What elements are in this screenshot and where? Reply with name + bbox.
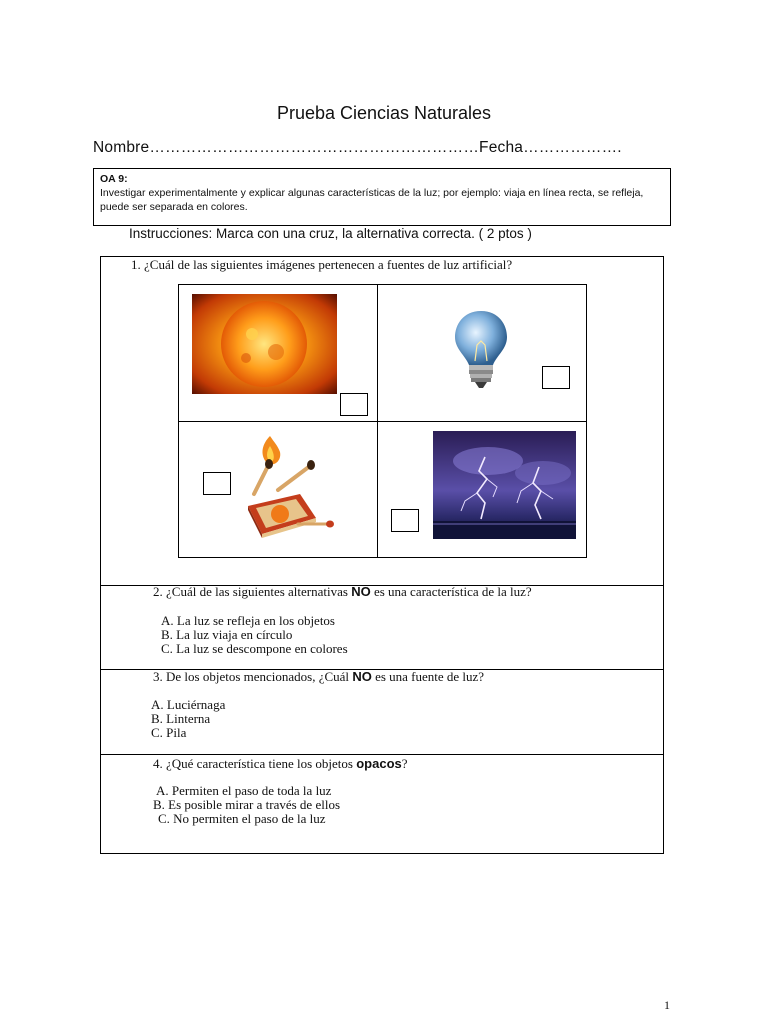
q3-option-b[interactable]: B. Linterna	[151, 711, 211, 726]
question-3-emphasis: NO	[352, 669, 372, 684]
question-2-emphasis: NO	[351, 584, 371, 599]
checkbox-light-bulb[interactable]	[542, 366, 570, 389]
lightning-image	[433, 431, 576, 539]
q4-option-b[interactable]: B. Es posible mirar a través de ellos	[153, 797, 341, 812]
grid-horizontal-line	[178, 421, 587, 422]
light-bulb-image	[451, 309, 511, 389]
sun-image	[192, 294, 337, 394]
q3-option-c[interactable]: C. Pila	[151, 725, 187, 740]
question-1: 1. ¿Cuál de las siguientes imágenes pertenecen a fuentes de luz artificial?	[131, 257, 513, 272]
q2-option-b[interactable]: B. La luz viaja en círculo	[161, 627, 293, 642]
question-4-text-end: ?	[401, 756, 408, 771]
q2-option-c[interactable]: C. La luz se descompone en colores	[161, 641, 348, 656]
instructions: Instrucciones: Marca con una cruz, la alternativa correcta. ( 2 ptos )	[129, 226, 532, 241]
page-number: 1	[664, 998, 670, 1012]
objective-label: OA 9:	[100, 173, 128, 185]
checkbox-lightning[interactable]	[391, 509, 419, 532]
name-date-line: Nombre………………………………………………………Fecha……………….	[93, 139, 622, 156]
question-4-emphasis: opacos	[356, 756, 402, 771]
question-2-text: 2. ¿Cuál de las siguientes alternativas	[153, 584, 352, 599]
q2-option-a[interactable]: A. La luz se refleja en los objetos	[161, 613, 335, 628]
question-2-text-end: es una característica de la luz?	[370, 584, 532, 599]
divider-q4	[100, 754, 664, 755]
matches-image	[242, 432, 334, 538]
question-4	[153, 756, 408, 772]
question-2	[153, 584, 532, 600]
question-3-text-end: es una fuente de luz?	[371, 669, 485, 684]
q4-option-c[interactable]: C. No permiten el paso de la luz	[158, 811, 326, 826]
question-4-text: 4. ¿Qué característica tiene los objetos	[153, 756, 357, 771]
checkbox-matches[interactable]	[203, 472, 231, 495]
q3-option-a[interactable]: A. Luciérnaga	[151, 697, 226, 712]
question-3	[153, 669, 484, 685]
page-title: Prueba Ciencias Naturales	[276, 103, 492, 123]
q4-option-a[interactable]: A. Permiten el paso de toda la luz	[156, 783, 332, 798]
objective-box	[93, 168, 671, 226]
question-3-text: 3. De los objetos mencionados, ¿Cuál	[153, 669, 353, 684]
objective-text: Investigar experimentalmente y explicar algunas características de la luz; por ejemplo: viaja en línea recta, se refleja, puede ser separada en colores.	[100, 187, 644, 213]
checkbox-sun[interactable]	[340, 393, 368, 416]
